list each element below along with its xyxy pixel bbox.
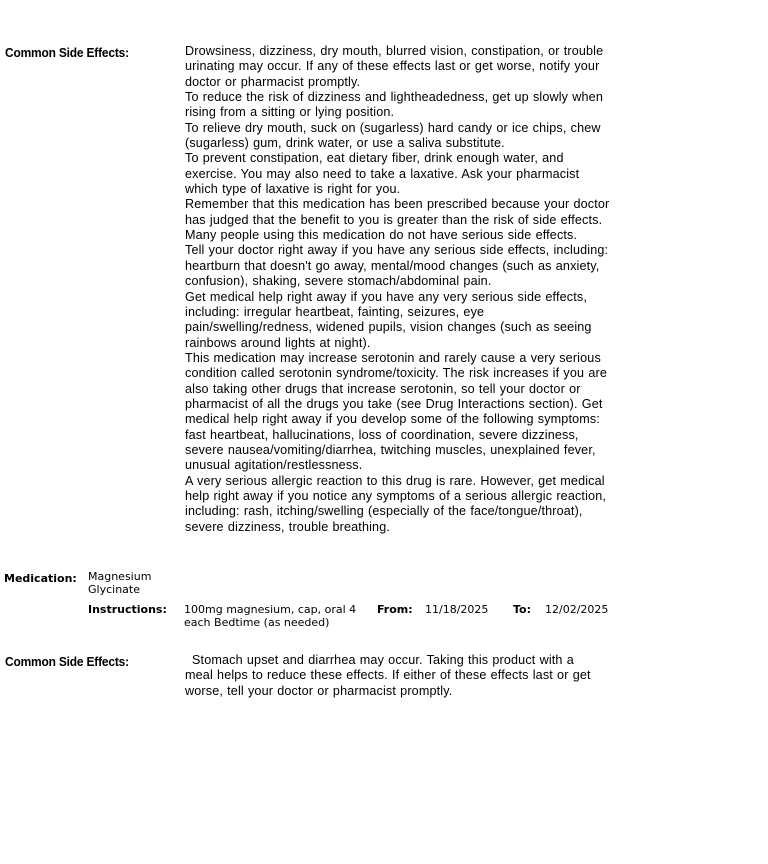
side-effects-paragraph: Drowsiness, dizziness, dry mouth, blurred vision, constipation, or trouble urinating may occur. If any of these effects last or get worse, notify your doctor or pharmacist promptly. [185, 44, 604, 89]
side-effects-paragraph: A very serious allergic reaction to this drug is rare. However, get medical help right away if you notice any symptoms of a serious allergic reaction, including: rash, itching/swelling (especially of the face/tongue/throat), severe dizziness, trouble breathing. [185, 473, 606, 534]
side-effects-paragraph: Tell your doctor right away if you have any serious side effects, including: heartburn that doesn't go away, mental/mood changes (such as anxiety, confusion), shaking, severe stomach/abdominal pain. [185, 243, 609, 289]
from-date: 11/18/2025 [425, 603, 489, 616]
to-date: 12/02/2025 [545, 603, 609, 616]
side-effects-paragraph: To relieve dry mouth, suck on (sugarless) hard candy or ice chips, chew (sugarless) gum, drink water, or use a saliva substitute. [185, 120, 601, 151]
medication-label: Medication: [4, 572, 77, 585]
side-effects-text [185, 44, 613, 535]
instructions-value: 100mg magnesium, cap, oral 4 each Bedtime (as needed) [184, 603, 357, 629]
common-side-effects-label: Common Side Effects: [5, 654, 129, 669]
side-effects-paragraph: This medication may increase serotonin and rarely cause a very serious condition called serotonin syndrome/toxicity. The risk increases if you are also taking other drugs that increase serotonin, so tell your doctor or pharmacist of all the drugs you take (see Drug Interactions section). Get medical help right away if you develop some of the following symptoms: fast heartbeat, hallucinations, loss of coordination, severe dizziness, severe nausea/vomiting/diarrhea, twitching muscles, unexplained fever, unusual agitation/restlessness. [185, 350, 607, 473]
side-effects-paragraph: Remember that this medication has been prescribed because your doctor has judged that the benefit to you is greater than the risk of side effects. Many people using this medication do not have serious side effects. [185, 197, 610, 243]
side-effects-paragraph: To prevent constipation, eat dietary fiber, drink enough water, and exercise. You may also need to take a laxative. Ask your pharmacist which type of laxative is right for you. [185, 151, 580, 197]
medication-name: Magnesium Glycinate [88, 570, 152, 596]
from-label: From: [377, 603, 413, 616]
side-effects-text: Stomach upset and diarrhea may occur. Taking this product with a meal helps to reduce these effects. If either of these effects last or get worse, tell your doctor or pharmacist promptly. [185, 653, 591, 698]
instructions-label: Instructions: [88, 603, 167, 616]
common-side-effects-label: Common Side Effects: [5, 45, 129, 60]
side-effects-paragraph: To reduce the risk of dizziness and lightheadedness, get up slowly when rising from a sitting or lying position. [185, 90, 603, 120]
to-label: To: [513, 603, 531, 616]
side-effects-paragraph: Get medical help right away if you have any very serious side effects, including: irregular heartbeat, fainting, seizures, eye pain/swelling/redness, widened pupils, vision changes (such as seeing rainbows around lights at night). [185, 289, 592, 350]
